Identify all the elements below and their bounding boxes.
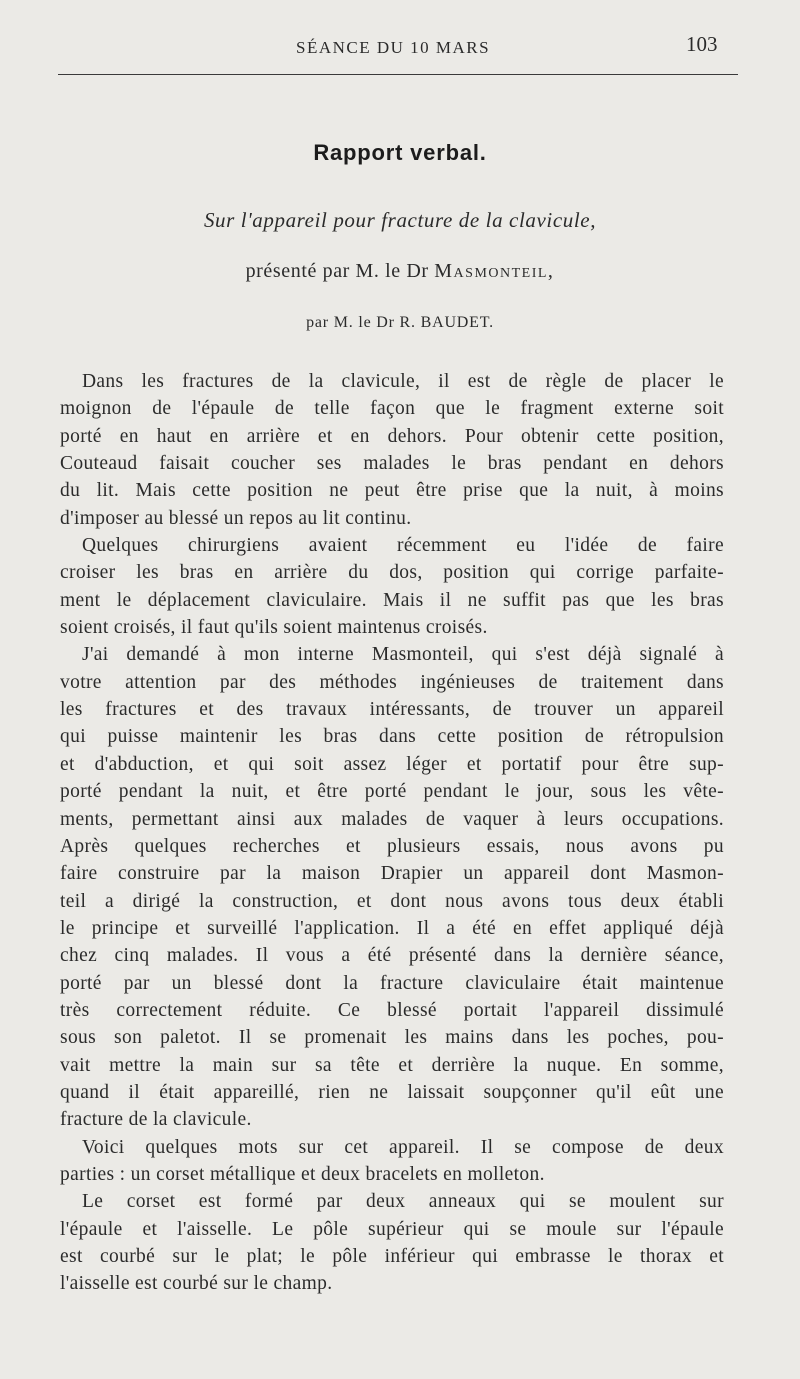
body-line: du lit. Mais cette position ne peut être prise que la nuit, à moins bbox=[60, 480, 724, 502]
page-number: 103 bbox=[686, 32, 718, 56]
article-subtitle: Sur l'appareil pour fracture de la clavicule, bbox=[203, 208, 597, 232]
body-line: porté en haut en arrière et en dehors. Pour obtenir cette position, bbox=[60, 425, 724, 447]
body-line: ment le déplacement claviculaire. Mais il ne suffit pas que les bras bbox=[60, 589, 724, 611]
body-line: Le corset est formé par deux anneaux qui se moulent sur bbox=[82, 1191, 724, 1213]
body-line: l'aisselle est courbé sur le champ. bbox=[60, 1273, 333, 1295]
body-line: teil a dirigé la construction, et dont nous avons tous deux établi bbox=[60, 890, 724, 912]
body-line: J'ai demandé à mon interne Masmonteil, qui s'est déjà signalé à bbox=[82, 644, 724, 666]
body-line: parties : un corset métallique et deux bracelets en molleton. bbox=[60, 1163, 545, 1185]
body-line: qui puisse maintenir les bras dans cette position de rétropulsion bbox=[60, 726, 724, 748]
body-line: porté par un blessé dont la fracture claviculaire était maintenue bbox=[60, 972, 724, 994]
body-text bbox=[60, 368, 724, 1298]
body-line: Voici quelques mots sur cet appareil. Il se compose de deux bbox=[82, 1136, 724, 1158]
body-line: Couteaud faisait coucher ses malades le bras pendant en dehors bbox=[60, 453, 724, 475]
body-line: l'épaule et l'aisselle. Le pôle supérieur qui se moule sur l'épaule bbox=[60, 1218, 724, 1240]
section-title: Rapport verbal. bbox=[313, 140, 487, 165]
author-byline: par M. le Dr R. BAUDET. bbox=[306, 314, 494, 331]
body-line: votre attention par des méthodes ingénieuses de traitement dans bbox=[60, 671, 724, 693]
presented-by-line bbox=[0, 260, 800, 283]
body-line: faire construire par la maison Drapier un appareil dont Masmon- bbox=[60, 863, 724, 885]
body-line: quand il était appareillé, rien ne laissait soupçonner qu'il eût une bbox=[60, 1081, 724, 1103]
body-line: sous son paletot. Il se promenait les mains dans les poches, pou- bbox=[60, 1027, 724, 1049]
body-line: Dans les fractures de la clavicule, il est de règle de placer le bbox=[82, 371, 724, 392]
body-line: porté pendant la nuit, et être porté pendant le jour, sous les vête- bbox=[60, 781, 724, 803]
body-line: vait mettre la main sur sa tête et derrière la nuque. En somme, bbox=[60, 1054, 724, 1076]
body-line: fracture de la clavicule. bbox=[60, 1109, 252, 1131]
running-head bbox=[0, 30, 800, 60]
body-line: le principe et surveillé l'application. Il a été en effet appliqué déjà bbox=[60, 917, 724, 939]
body-line: chez cinq malades. Il vous a été présenté dans la dernière séance, bbox=[60, 945, 724, 967]
body-line: est courbé sur le plat; le pôle inférieur qui embrasse le thorax et bbox=[60, 1246, 724, 1267]
body-line: et d'abduction, et qui soit assez léger et portatif pour être sup- bbox=[60, 753, 724, 775]
body-line: ments, permettant ainsi aux malades de vaquer à leurs occupations. bbox=[60, 808, 724, 830]
body-line: croiser les bras en arrière du dos, position qui corrige parfaite- bbox=[60, 562, 724, 584]
body-line: moignon de l'épaule de telle façon que le fragment externe soit bbox=[60, 398, 724, 420]
header-rule bbox=[58, 74, 738, 75]
presenter-name: Masmonteil, bbox=[434, 260, 555, 282]
body-line: les fractures et des travaux intéressants, de trouver un appareil bbox=[60, 699, 724, 721]
running-title: SÉANCE DU 10 MARS bbox=[296, 38, 491, 57]
presented-prefix: présenté par M. le Dr bbox=[245, 260, 429, 282]
body-line: très correctement réduite. Ce blessé portait l'appareil dissimulé bbox=[60, 999, 724, 1021]
body-line: Quelques chirurgiens avaient récemment eu l'idée de faire bbox=[82, 535, 724, 557]
body-line: soient croisés, il faut qu'ils soient maintenus croisés. bbox=[60, 617, 488, 639]
body-line: d'imposer au blessé un repos au lit continu. bbox=[60, 507, 412, 529]
body-line: Après quelques recherches et plusieurs essais, nous avons pu bbox=[60, 835, 724, 857]
